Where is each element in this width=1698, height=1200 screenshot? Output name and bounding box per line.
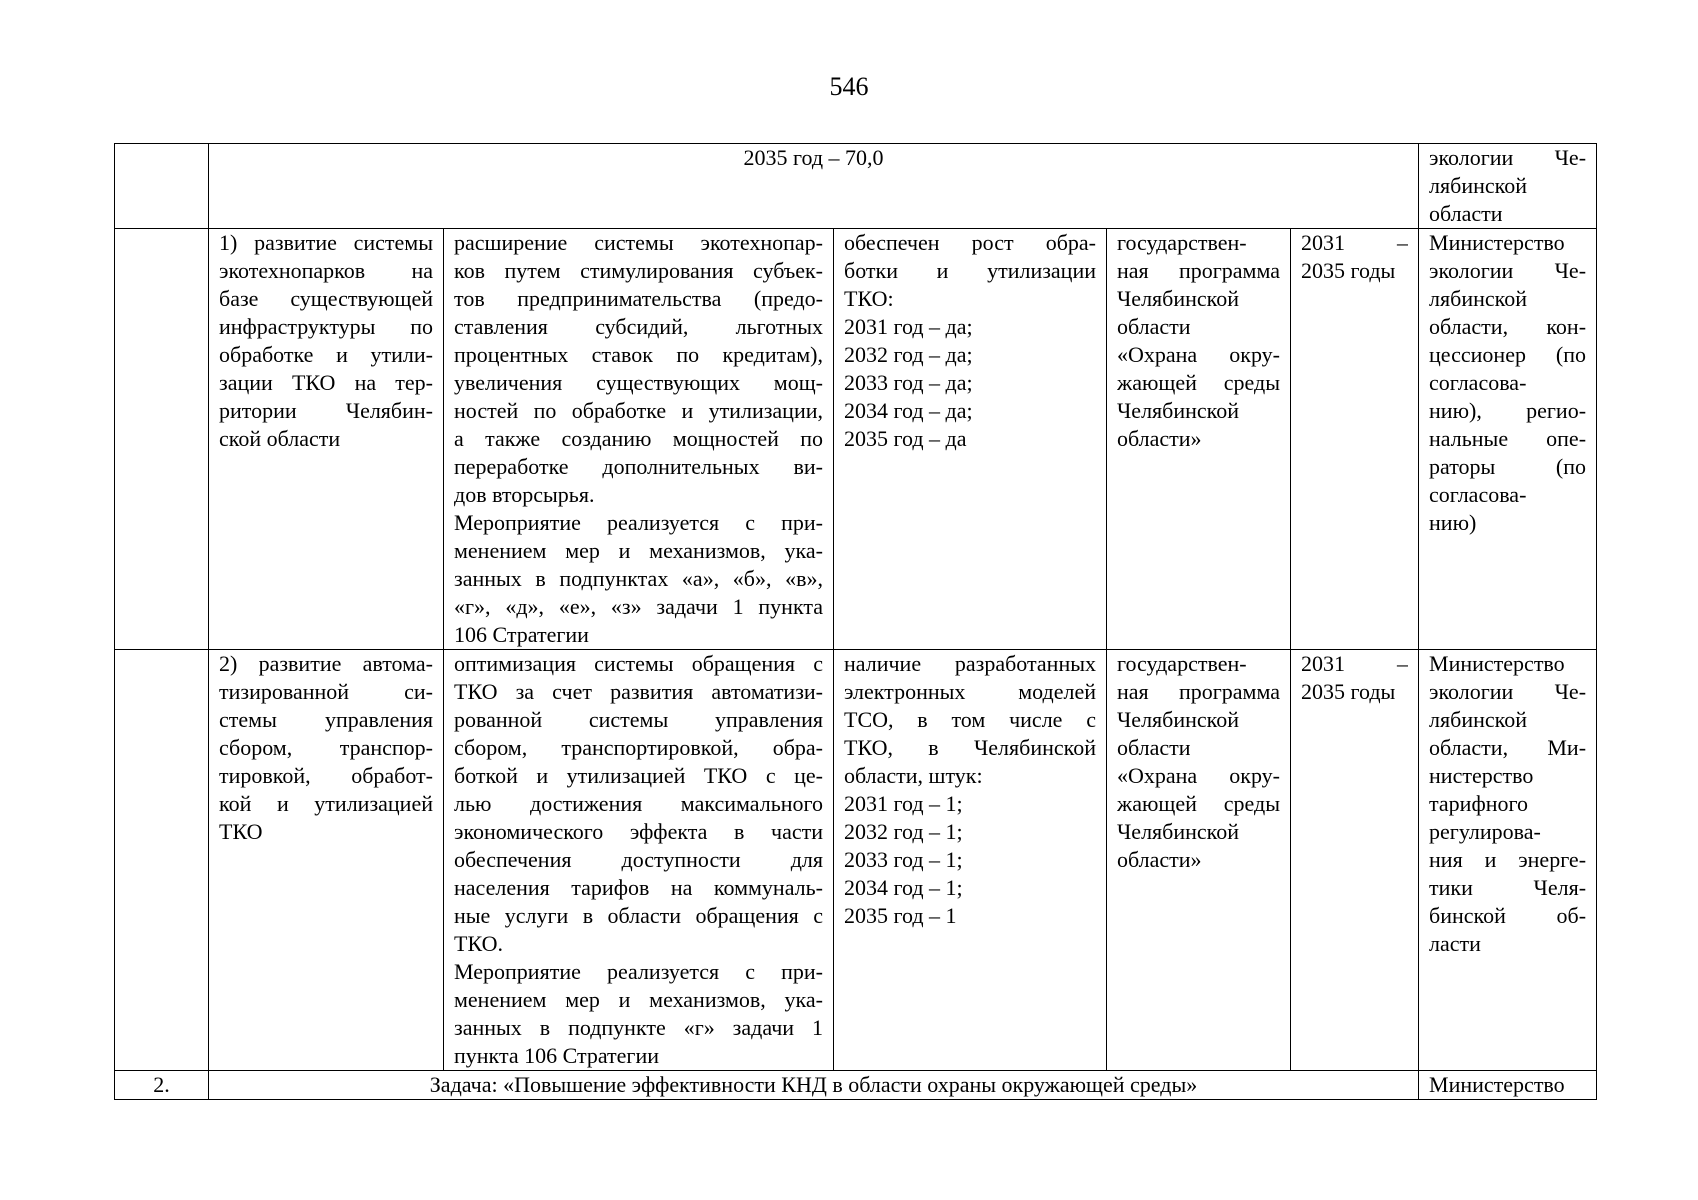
result-line: 2032 год – да; xyxy=(844,342,973,367)
description-line: менением мер и механизмов, ука- xyxy=(454,987,823,1012)
number-cell xyxy=(115,229,209,650)
responsible-line: тарифного xyxy=(1429,791,1528,816)
result-line: 2033 год – 1; xyxy=(844,847,963,872)
result-line: 2032 год – 1; xyxy=(844,819,963,844)
activity-cell xyxy=(209,650,444,1071)
description-line: экономического эффекта в части xyxy=(454,819,823,844)
description-line: сбором, транспортировкой, обра- xyxy=(454,735,823,760)
description-line: рованной системы управления xyxy=(454,707,823,732)
activity-line: 2) развитие автома- xyxy=(219,651,433,676)
responsible-text: Министерство xyxy=(1429,1072,1565,1097)
program-line: жающей среды xyxy=(1117,791,1280,816)
result-line: 2031 год – да; xyxy=(844,314,973,339)
result-line: 2035 год – да xyxy=(844,426,967,451)
activity-line: тировкой, обработ- xyxy=(219,763,433,788)
description-line: менением мер и механизмов, ука- xyxy=(454,538,823,563)
table-row xyxy=(115,650,1597,1071)
description-line: ков путем стимулирования субъек- xyxy=(454,258,823,283)
result-line: обеспечен рост обра- xyxy=(844,230,1096,255)
description-line: Мероприятие реализуется с при- xyxy=(454,510,823,535)
table-row xyxy=(115,229,1597,650)
responsible-cell xyxy=(1419,1071,1597,1100)
responsible-line: тики Челя- xyxy=(1429,875,1587,900)
period-cell xyxy=(1291,229,1419,650)
program-line: государствен- xyxy=(1117,230,1247,255)
responsible-line: лябинской xyxy=(1429,173,1527,198)
responsible-cell xyxy=(1419,229,1597,650)
program-line: ная программа xyxy=(1117,679,1280,704)
task-number: 2. xyxy=(153,1072,170,1097)
result-line: ТКО, в Челябинской xyxy=(844,735,1096,760)
responsible-line: нию) xyxy=(1429,510,1477,535)
description-line: занных в подпунктах «а», «б», «в», xyxy=(454,566,823,591)
program-line: «Охрана окру- xyxy=(1117,342,1280,367)
description-line: населения тарифов на коммуналь- xyxy=(454,875,823,900)
program-line: Челябинской xyxy=(1117,398,1240,423)
target-value-cell xyxy=(209,144,1419,229)
description-line: ТКО за счет развития автоматизи- xyxy=(454,679,823,704)
period-cell xyxy=(1291,650,1419,1071)
responsible-line: нистерство xyxy=(1429,763,1534,788)
responsible-line: лябинской xyxy=(1429,286,1527,311)
responsible-line: области, Ми- xyxy=(1429,735,1587,760)
result-line: ботки и утилизации xyxy=(844,258,1096,283)
program-cell xyxy=(1107,650,1291,1071)
description-line: переработке дополнительных ви- xyxy=(454,454,823,479)
activity-line: ской области xyxy=(219,426,341,451)
activity-line: 1) развитие системы xyxy=(219,230,433,255)
table-row xyxy=(115,144,1597,229)
number-cell xyxy=(115,1071,209,1100)
description-line: а также созданию мощностей по xyxy=(454,426,823,451)
responsible-line: нальные опе- xyxy=(1429,426,1587,451)
result-line: 2035 год – 1 xyxy=(844,903,957,928)
responsible-line: нию), регио- xyxy=(1429,398,1587,423)
description-line: занных в подпункте «г» задачи 1 xyxy=(454,1015,823,1040)
activity-cell xyxy=(209,229,444,650)
description-line: увеличения существующих мощ- xyxy=(454,370,823,395)
responsible-line: лябинской xyxy=(1429,707,1527,732)
description-line: процентных ставок по кредитам), xyxy=(454,342,823,367)
responsible-line: Министерство xyxy=(1429,230,1565,255)
description-line: дов вторсырья. xyxy=(454,482,595,507)
activity-line: экотехнопарков на xyxy=(219,258,433,283)
result-line: 2031 год – 1; xyxy=(844,791,963,816)
responsible-line: согласова- xyxy=(1429,370,1527,395)
program-line: области» xyxy=(1117,847,1202,872)
result-line: электронных моделей xyxy=(844,679,1096,704)
responsible-line: согласова- xyxy=(1429,482,1527,507)
result-line: ТСО, в том числе с xyxy=(844,707,1096,732)
activity-line: зации ТКО на тер- xyxy=(219,370,433,395)
result-line: наличие разработанных xyxy=(844,651,1096,676)
number-cell xyxy=(115,650,209,1071)
activity-line: инфраструктуры по xyxy=(219,314,433,339)
period-line: 2031 – xyxy=(1301,651,1409,676)
description-line: пункта 106 Стратегии xyxy=(454,1043,660,1068)
description-line: лью достижения максимального xyxy=(454,791,823,816)
activity-line: обработке и утили- xyxy=(219,342,433,367)
program-line: Челябинской xyxy=(1117,819,1240,844)
responsible-line: бинской об- xyxy=(1429,903,1587,928)
result-cell xyxy=(834,650,1107,1071)
responsible-line: ласти xyxy=(1429,931,1481,956)
program-line: ная программа xyxy=(1117,258,1280,283)
program-cell xyxy=(1107,229,1291,650)
responsible-line: цессионер (по xyxy=(1429,342,1587,367)
description-line: ностей по обработке и утилизации, xyxy=(454,398,823,423)
responsible-line: ния и энерге- xyxy=(1429,847,1587,872)
period-line: 2031 – xyxy=(1301,230,1409,255)
responsible-line: экологии Че- xyxy=(1429,679,1587,704)
program-line: государствен- xyxy=(1117,651,1247,676)
result-line: 2034 год – да; xyxy=(844,398,973,423)
result-line: области, штук: xyxy=(844,763,983,788)
table-row xyxy=(115,1071,1597,1100)
program-line: области xyxy=(1117,735,1191,760)
responsible-line: области, кон- xyxy=(1429,314,1587,339)
responsible-line: области xyxy=(1429,201,1503,226)
number-cell xyxy=(115,144,209,229)
program-line: Челябинской xyxy=(1117,707,1240,732)
program-line: Челябинской xyxy=(1117,286,1240,311)
measures-table xyxy=(114,143,1597,1100)
description-line: обеспечения доступности для xyxy=(454,847,823,872)
description-line: оптимизация системы обращения с xyxy=(454,651,823,676)
responsible-line: Министерство xyxy=(1429,651,1565,676)
target-value-text: 2035 год – 70,0 xyxy=(743,145,884,170)
program-line: «Охрана окру- xyxy=(1117,763,1280,788)
result-line: 2033 год – да; xyxy=(844,370,973,395)
period-line: 2035 годы xyxy=(1301,258,1396,283)
description-line: 106 Стратегии xyxy=(454,622,589,647)
result-cell xyxy=(834,229,1107,650)
description-line: расширение системы экотехнопар- xyxy=(454,230,823,255)
activity-line: тизированной си- xyxy=(219,679,433,704)
description-line: ные услуги в области обращения с xyxy=(454,903,823,928)
description-line: боткой и утилизацией ТКО с це- xyxy=(454,763,823,788)
description-line: «г», «д», «е», «з» задачи 1 пункта xyxy=(454,594,823,619)
description-line: Мероприятие реализуется с при- xyxy=(454,959,823,984)
program-line: области xyxy=(1117,314,1191,339)
task-cell xyxy=(209,1071,1419,1100)
activity-line: стемы управления xyxy=(219,707,433,732)
activity-line: кой и утилизацией xyxy=(219,791,433,816)
activity-line: базе существующей xyxy=(219,286,433,311)
responsible-cell xyxy=(1419,144,1597,229)
responsible-line: экологии Че- xyxy=(1429,145,1587,170)
program-line: жающей среды xyxy=(1117,370,1280,395)
responsible-line: раторы (по xyxy=(1429,454,1587,479)
responsible-line: регулирова- xyxy=(1429,819,1541,844)
program-line: области» xyxy=(1117,426,1202,451)
responsible-line: экологии Че- xyxy=(1429,258,1587,283)
period-line: 2035 годы xyxy=(1301,679,1396,704)
result-line: 2034 год – 1; xyxy=(844,875,963,900)
activity-line: ритории Челябин- xyxy=(219,398,433,423)
task-title: Задача: «Повышение эффективности КНД в области охраны окружающей среды» xyxy=(429,1072,1198,1097)
activity-line: сбором, транспор- xyxy=(219,735,433,760)
responsible-cell xyxy=(1419,650,1597,1071)
description-cell xyxy=(444,229,834,650)
description-line: ТКО. xyxy=(454,931,503,956)
page-number: 546 xyxy=(829,72,869,101)
activity-line: ТКО xyxy=(219,819,263,844)
description-cell xyxy=(444,650,834,1071)
description-line: тов предпринимательства (предо- xyxy=(454,286,823,311)
description-line: ставления субсидий, льготных xyxy=(454,314,823,339)
result-line: ТКО: xyxy=(844,286,894,311)
